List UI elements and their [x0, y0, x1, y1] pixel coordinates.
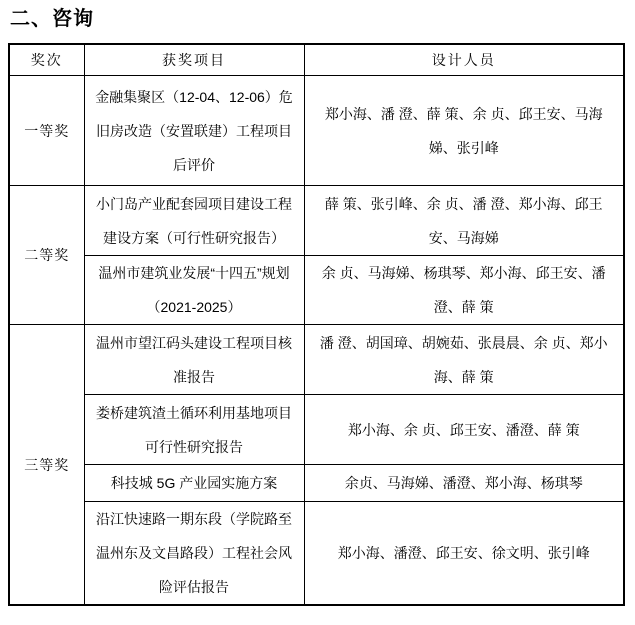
designers-cell: 郑小海、余 贞、邱王安、潘澄、薛 策 — [304, 395, 624, 465]
table-header-row — [9, 44, 624, 76]
award-level-cell: 二等奖 — [9, 186, 84, 325]
designers-cell: 余贞、马海娣、潘澄、郑小海、杨琪琴 — [304, 465, 624, 502]
column-header-designers: 设计人员 — [304, 44, 624, 76]
table-row — [9, 76, 624, 186]
table-row — [9, 186, 624, 256]
designers-cell: 郑小海、潘 澄、薛 策、余 贞、邱王安、马海娣、张引峰 — [304, 76, 624, 186]
designers-cell: 余 贞、马海娣、杨琪琴、郑小海、邱王安、潘 澄、薛 策 — [304, 256, 624, 325]
column-header-award: 奖次 — [9, 44, 84, 76]
project-cell: 温州市望江码头建设工程项目核准报告 — [84, 325, 304, 395]
designers-cell: 潘 澄、胡国璋、胡婉茹、张晨晨、余 贞、郑小海、薛 策 — [304, 325, 624, 395]
project-cell: 小门岛产业配套园项目建设工程建设方案（可行性研究报告） — [84, 186, 304, 256]
table-row — [9, 502, 624, 606]
column-header-project: 获奖项目 — [84, 44, 304, 76]
project-cell: 沿江快速路一期东段（学院路至温州东及文昌路段）工程社会风险评估报告 — [84, 502, 304, 606]
table-row — [9, 465, 624, 502]
table-row — [9, 256, 624, 325]
project-cell: 娄桥建筑渣土循环利用基地项目可行性研究报告 — [84, 395, 304, 465]
table-row — [9, 325, 624, 395]
project-cell: 金融集聚区（12-04、12-06）危旧房改造（安置联建）工程项目后评价 — [84, 76, 304, 186]
project-cell: 温州市建筑业发展“十四五”规划（2021-2025） — [84, 256, 304, 325]
award-level-cell: 一等奖 — [9, 76, 84, 186]
project-cell: 科技城 5G 产业园实施方案 — [84, 465, 304, 502]
section-title: 二、咨询 — [10, 8, 94, 30]
designers-cell: 郑小海、潘澄、邱王安、徐文明、张引峰 — [304, 502, 624, 606]
designers-cell: 薛 策、张引峰、余 贞、潘 澄、郑小海、邱王安、马海娣 — [304, 186, 624, 256]
award-level-cell: 三等奖 — [9, 325, 84, 606]
table-row — [9, 395, 624, 465]
awards-table — [8, 43, 625, 606]
